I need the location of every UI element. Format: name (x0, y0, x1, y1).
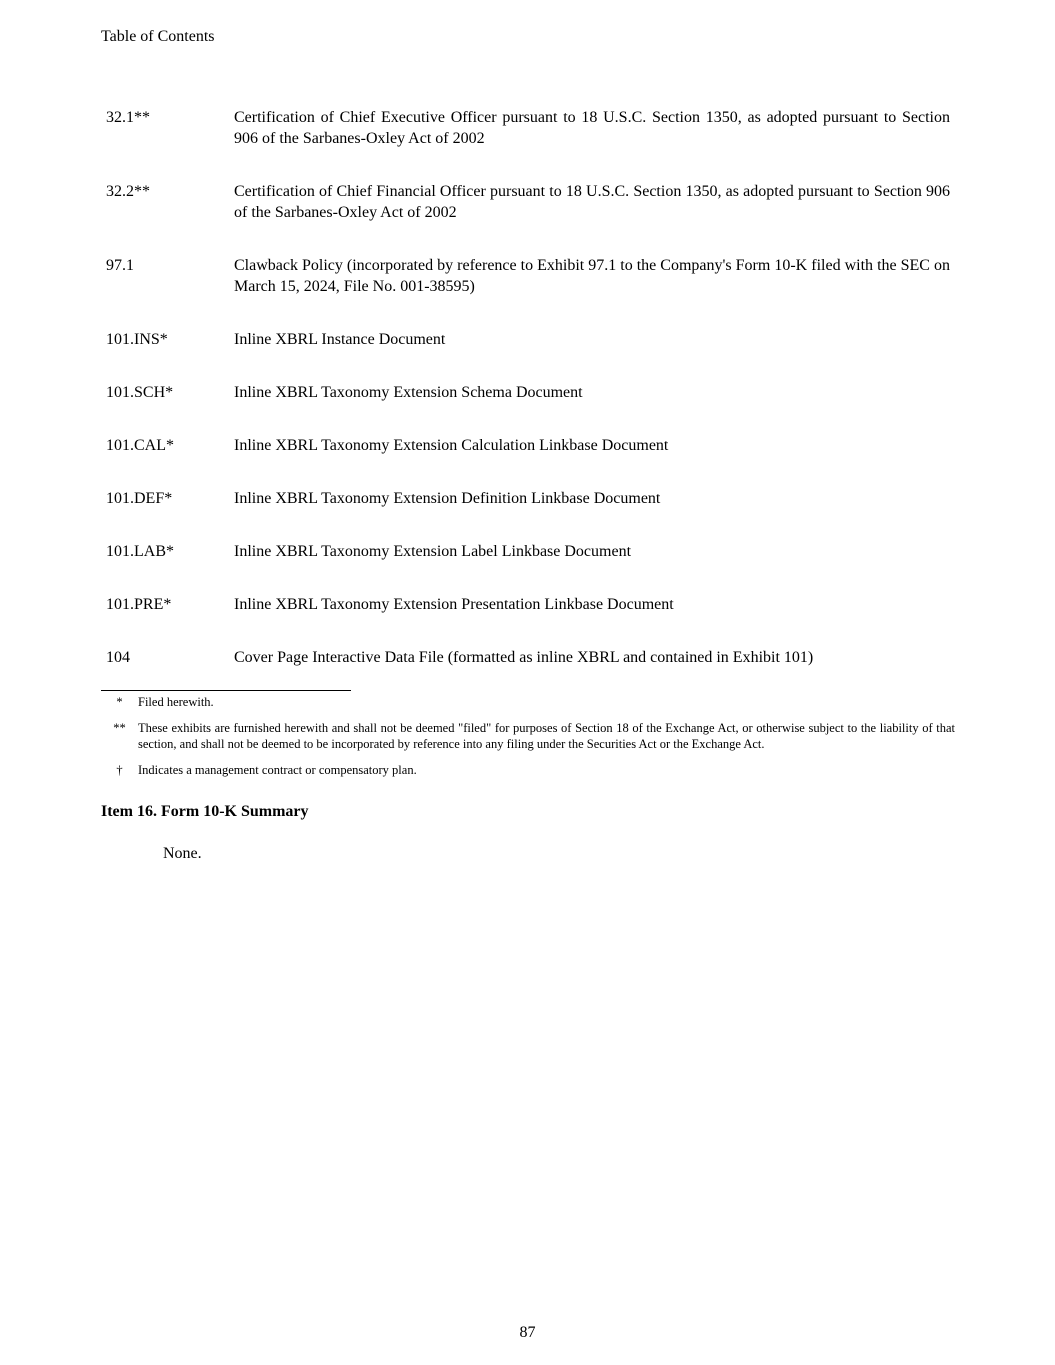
footnote (101, 694, 955, 710)
exhibit-row (106, 647, 950, 668)
footnote-divider (101, 690, 351, 691)
table-of-contents-link[interactable]: Table of Contents (101, 28, 215, 45)
exhibit-number: 101.CAL* (106, 437, 174, 454)
page-number: 87 (519, 1324, 536, 1341)
footnotes (101, 694, 955, 788)
exhibit-number: 101.PRE* (106, 596, 172, 613)
item-16-heading: Item 16. Form 10-K Summary (101, 803, 309, 820)
exhibit-list (106, 107, 950, 700)
footnote (101, 720, 955, 752)
exhibit-description: Certification of Chief Financial Officer pursuant to 18 U.S.C. Section 1350, as adopted pursuant to Section 906 of the Sarbanes-Oxley Act of 2002 (234, 183, 950, 221)
exhibit-row (106, 329, 950, 350)
exhibit-number: 32.2** (106, 183, 150, 200)
exhibit-row (106, 107, 950, 149)
exhibit-number: 101.INS* (106, 331, 168, 348)
exhibit-description: Inline XBRL Taxonomy Extension Label Linkbase Document (234, 543, 632, 560)
exhibit-row (106, 488, 950, 509)
exhibit-number: 104 (106, 649, 130, 666)
exhibit-row (106, 181, 950, 223)
exhibit-row (106, 541, 950, 562)
exhibit-description: Inline XBRL Taxonomy Extension Presentation Linkbase Document (234, 596, 674, 613)
footnote-text: Indicates a management contract or compensatory plan. (138, 763, 417, 777)
exhibit-description: Inline XBRL Taxonomy Extension Calculation Linkbase Document (234, 437, 669, 454)
footnote-mark: * (116, 695, 123, 709)
exhibit-description: Cover Page Interactive Data File (formatted as inline XBRL and contained in Exhibit 101) (234, 649, 814, 666)
footnote-text: These exhibits are furnished herewith and shall not be deemed "filed" for purposes of Section 18 of the Exchange Act, or otherwise subject to the liability of that section, and shall not be deemed to be incorporated by reference into any filing under the Securities Act or the Exchange Act. (138, 721, 955, 751)
exhibit-row (106, 435, 950, 456)
item-16-body: None. (163, 845, 202, 862)
exhibit-number: 97.1 (106, 257, 134, 274)
footnote-mark: † (116, 763, 123, 777)
exhibit-description: Inline XBRL Taxonomy Extension Schema Document (234, 384, 583, 401)
exhibit-description: Inline XBRL Instance Document (234, 331, 446, 348)
exhibit-number: 32.1** (106, 109, 150, 126)
exhibit-number: 101.SCH* (106, 384, 174, 401)
footnote-text: Filed herewith. (138, 695, 214, 709)
exhibit-description: Certification of Chief Executive Officer pursuant to 18 U.S.C. Section 1350, as adopted pursuant to Section 906 of the Sarbanes-Oxley Act of 2002 (234, 109, 950, 147)
exhibit-row (106, 382, 950, 403)
exhibit-number: 101.DEF* (106, 490, 173, 507)
footnote-mark: ** (113, 721, 126, 735)
exhibit-description: Inline XBRL Taxonomy Extension Definition Linkbase Document (234, 490, 661, 507)
exhibit-number: 101.LAB* (106, 543, 174, 560)
exhibit-row (106, 594, 950, 615)
exhibit-description: Clawback Policy (incorporated by reference to Exhibit 97.1 to the Company's Form 10-K filed with the SEC on March 15, 2024, File No. 001-38595) (234, 257, 950, 295)
exhibit-row (106, 255, 950, 297)
footnote (101, 762, 955, 778)
